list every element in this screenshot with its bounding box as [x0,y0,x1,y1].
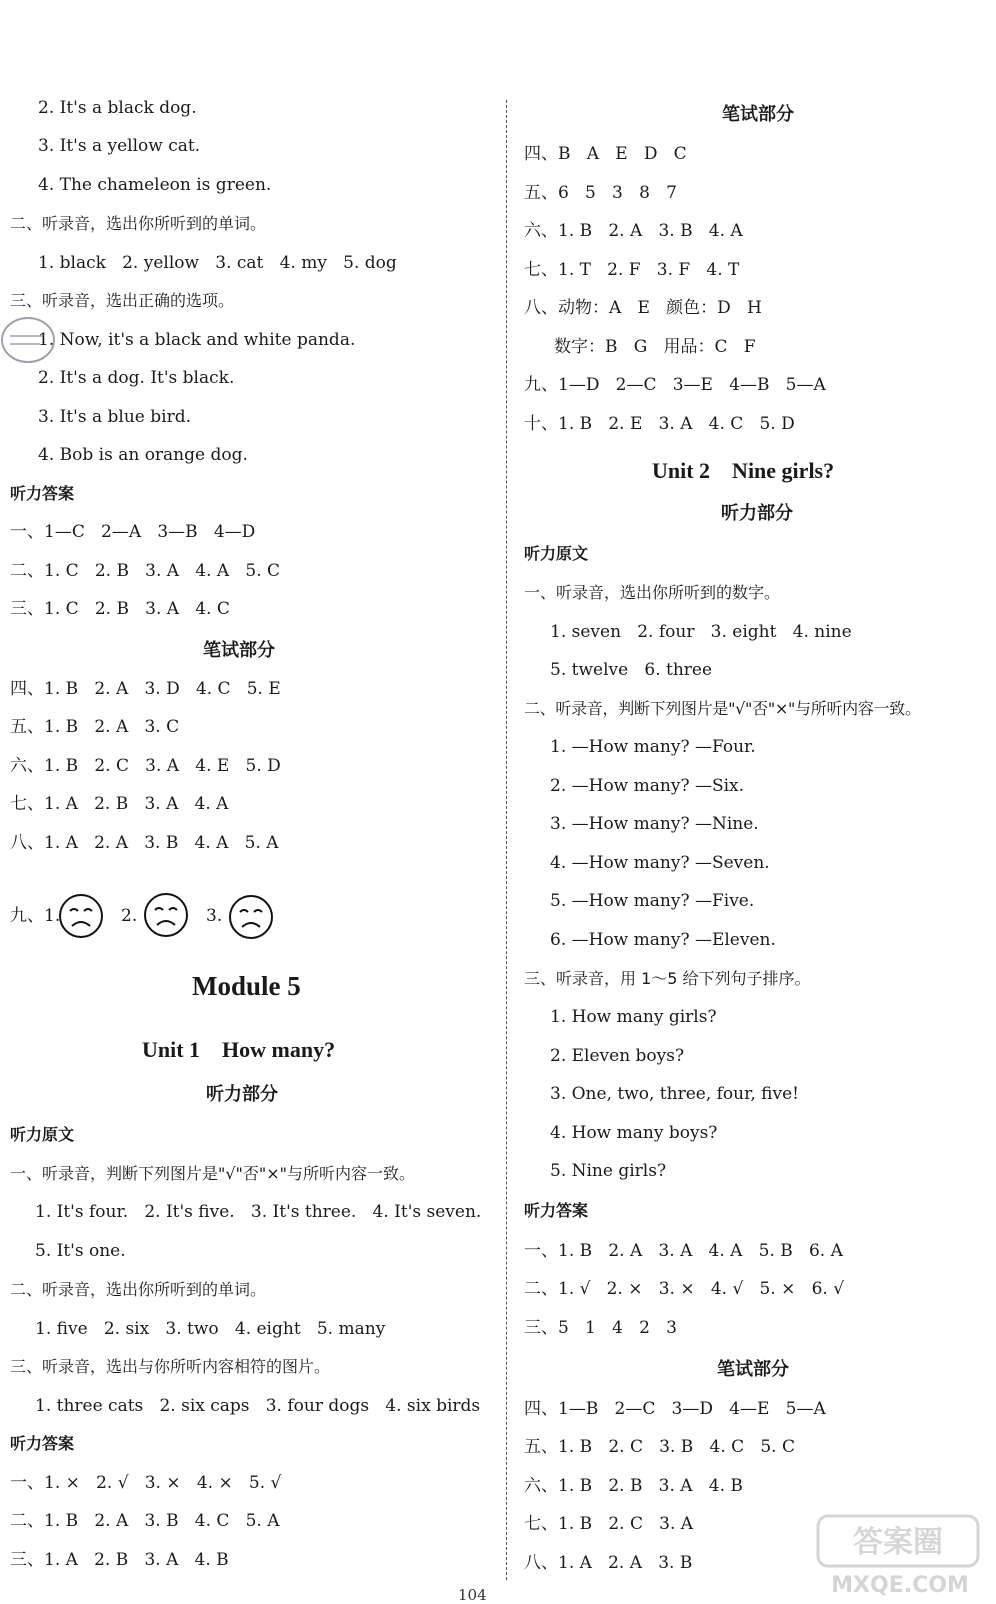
subheading: 听力答案 [10,1434,75,1453]
answer-line: 五、1. B 2. A 3. C [10,717,180,737]
text-line: 1. Now, it's a black and white panda. [38,330,356,350]
answer-line: 六、1. B 2. B 3. A 4. B [524,1476,743,1496]
text-line: 4. How many boys? [550,1123,718,1143]
answer-line: 三、5 1 4 2 3 [524,1318,677,1338]
text-line: 6. —How many? —Eleven. [550,930,776,950]
question-heading: 三、听录音，选出与你所听内容相符的图片。 [10,1357,331,1376]
question-heading: 一、听录音，选出你所听到的数字。 [524,583,781,602]
answer-line: 五、1. B 2. C 3. B 4. C 5. C [524,1437,795,1457]
answer-line: 二、1. B 2. A 3. B 4. C 5. A [10,1511,280,1531]
stamp-mark [0,312,60,368]
answer-line: 一、1. B 2. A 3. A 4. A 5. B 6. A [524,1241,843,1261]
text-line: 3. —How many? —Nine. [550,814,759,834]
answer-line: 五、6 5 3 8 7 [524,183,677,203]
answer-line: 一、1—C 2—A 3—B 4—D [10,522,256,542]
answer-line: 3. [206,906,223,926]
answer-line: 数字：B G 用品：C F [554,337,756,357]
answer-line: 九、1. [10,906,61,926]
sad-face-icon [142,891,190,939]
answer-line: 四、1—B 2—C 3—D 4—E 5—A [524,1399,826,1419]
answer-line: 十、1. B 2. E 3. A 4. C 5. D [524,414,795,434]
answer-line: 六、1. B 2. C 3. A 4. E 5. D [10,756,281,776]
text-line: 4. Bob is an orange dog. [38,445,248,465]
answer-line: 三、1. A 2. B 3. A 4. B [10,1550,229,1570]
svg-text:MXQE.COM: MXQE.COM [831,1573,969,1598]
unit-title: Unit 1 How many? [142,1037,336,1062]
text-line: 5. twelve 6. three [550,660,713,680]
text-line: 1. seven 2. four 3. eight 4. nine [550,622,852,642]
answer-line: 2. [121,906,138,926]
module-title: Module 5 [192,971,301,1001]
question-heading: 二、听录音，选出你所听到的单词。 [10,214,267,233]
answer-line: 八、1. A 2. A 3. B [524,1553,693,1573]
answer-line: 七、1. A 2. B 3. A 4. A [10,794,229,814]
sad-face-icon [227,893,275,941]
column-divider [506,100,507,1580]
text-line: 5. —How many? —Five. [550,891,755,911]
subheading: 听力答案 [524,1201,589,1220]
section-title: 听力部分 [721,503,793,524]
unit-title: Unit 2 Nine girls? [652,458,835,483]
watermark-logo [810,1510,990,1600]
question-heading: 三、听录音，选出正确的选项。 [10,291,235,310]
text-line: 4. The chameleon is green. [38,175,272,195]
subheading: 听力答案 [10,484,75,503]
text-line: 4. —How many? —Seven. [550,853,770,873]
text-line: 2. Eleven boys? [550,1046,685,1066]
text-line: 1. three cats 2. six caps 3. four dogs 4. six birds [35,1396,481,1416]
answer-line: 七、1. B 2. C 3. A [524,1514,694,1534]
text-line: 3. One, two, three, four, five! [550,1084,800,1104]
text-line: 5. Nine girls? [550,1161,667,1181]
section-title: 笔试部分 [722,104,794,125]
answer-line: 二、1. C 2. B 3. A 4. A 5. C [10,561,281,581]
answer-line: 六、1. B 2. A 3. B 4. A [524,221,743,241]
text-line: 1. —How many? —Four. [550,737,756,757]
question-heading: 二、听录音，选出你所听到的单词。 [10,1280,267,1299]
svg-text:答案圈: 答案圈 [853,1525,943,1560]
text-line: 1. black 2. yellow 3. cat 4. my 5. dog [38,253,397,273]
text-line: 2. —How many? —Six. [550,776,745,796]
section-title: 笔试部分 [717,1359,789,1380]
answer-line: 一、1. × 2. √ 3. × 4. × 5. √ [10,1473,282,1493]
answer-line: 八、动物：A E 颜色：D H [524,298,762,318]
text-line: 1. It's four. 2. It's five. 3. It's three. 4. It's seven. [35,1202,482,1222]
question-heading: 三、听录音，用 1～5 给下列句子排序。 [524,969,811,988]
answer-line: 二、1. √ 2. × 3. × 4. √ 5. × 6. √ [524,1279,845,1299]
answer-line: 四、1. B 2. A 3. D 4. C 5. E [10,679,281,699]
subheading: 听力原文 [10,1125,75,1144]
text-line: 1. five 2. six 3. two 4. eight 5. many [35,1319,386,1339]
subheading: 听力原文 [524,544,589,563]
text-line: 1. How many girls? [550,1007,717,1027]
answer-line: 七、1. T 2. F 3. F 4. T [524,260,740,280]
text-line: 2. It's a black dog. [38,98,197,118]
question-heading: 一、听录音，判断下列图片是"√"否"×"与所听内容一致。 [10,1164,416,1183]
text-line: 5. It's one. [35,1241,126,1261]
answer-line: 三、1. C 2. B 3. A 4. C [10,599,230,619]
answer-line: 四、B A E D C [524,144,687,164]
page-number: 104 [458,1586,487,1604]
question-heading: 二、听录音，判断下列图片是"√"否"×"与所听内容一致。 [524,699,921,718]
answer-line: 九、1—D 2—C 3—E 4—B 5—A [524,375,826,395]
sad-face-icon [57,892,105,940]
text-line: 3. It's a blue bird. [38,407,191,427]
section-title: 听力部分 [206,1084,278,1105]
text-line: 2. It's a dog. It's black. [38,368,235,388]
answer-line: 八、1. A 2. A 3. B 4. A 5. A [10,833,279,853]
section-title: 笔试部分 [203,640,275,661]
text-line: 3. It's a yellow cat. [38,136,201,156]
